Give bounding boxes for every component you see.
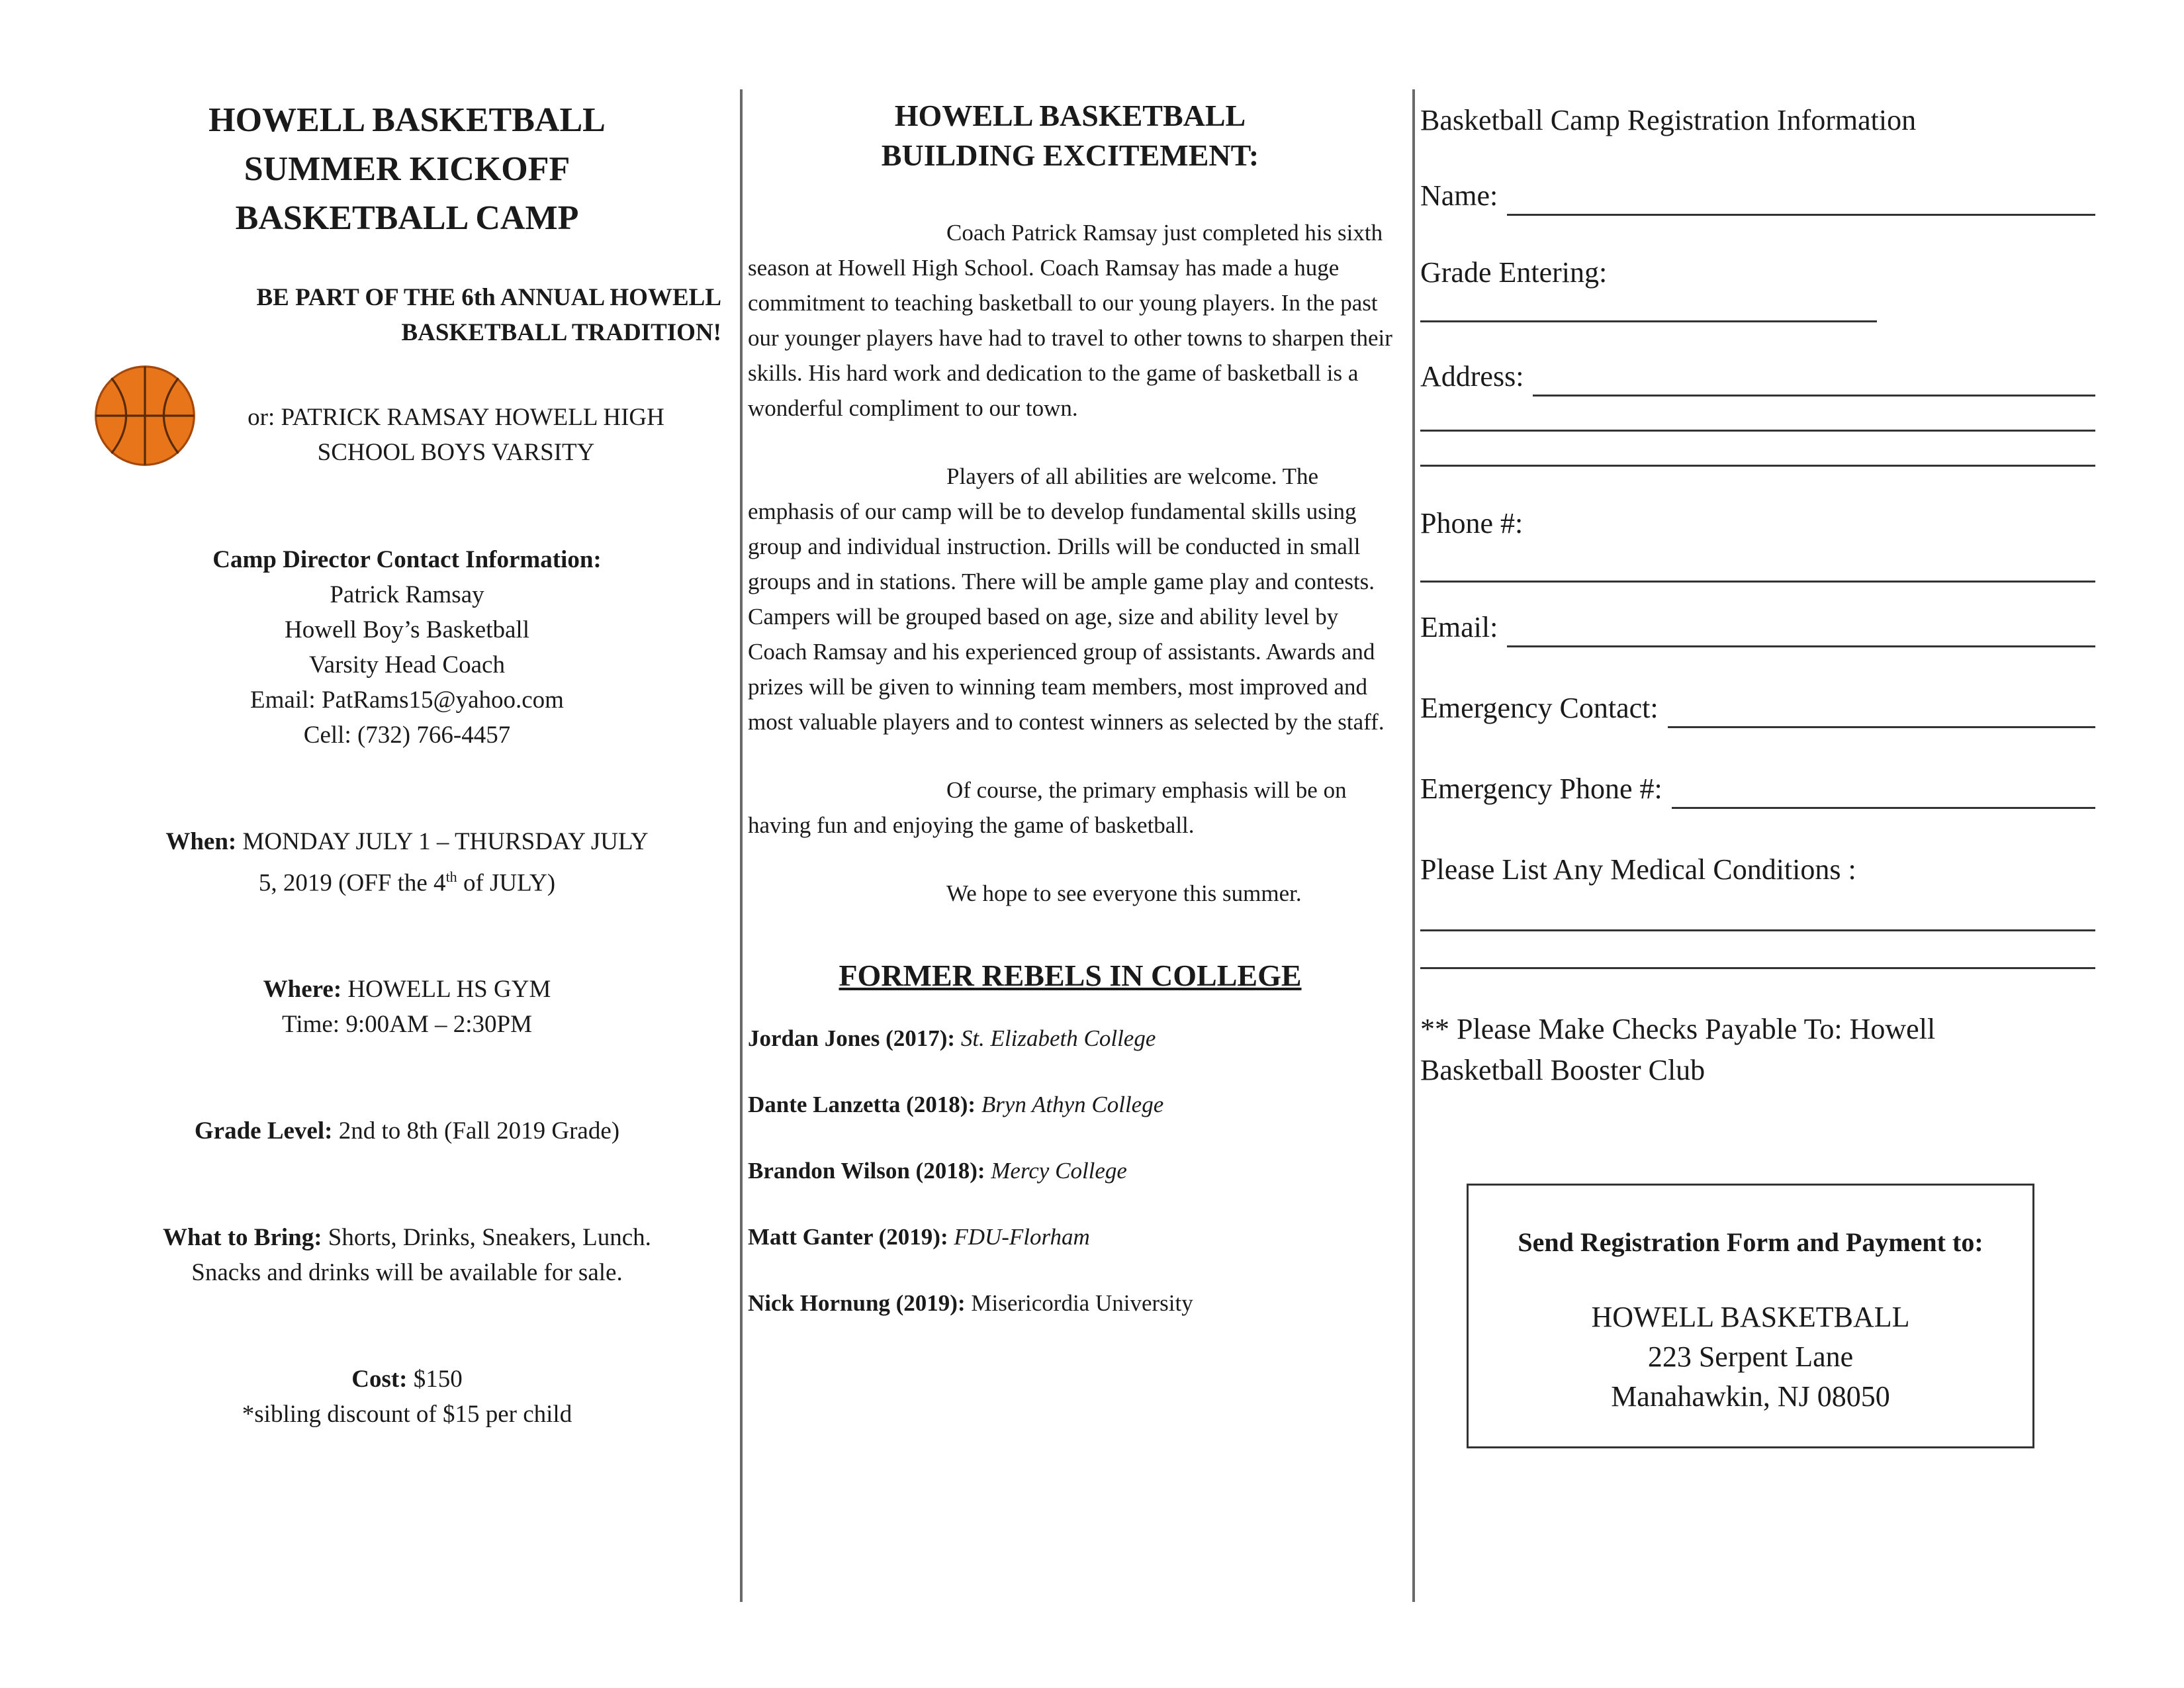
rebel-college: Mercy College [991, 1158, 1127, 1184]
medical-input-line-2[interactable] [1420, 941, 2095, 969]
rebel-college: Misericordia University [971, 1290, 1193, 1316]
where-value: HOWELL HS GYM [347, 976, 551, 1004]
rebel-college: FDU-Florham [954, 1224, 1090, 1250]
rebel-name: Jordan Jones (2017): [748, 1025, 956, 1051]
medical-field-label-row [1420, 850, 2095, 890]
emergency-contact-field [1420, 688, 2095, 728]
address-line: HOWELL BASKETBALL [1591, 1301, 1910, 1333]
name-label: Name: [1420, 179, 1498, 212]
title-line: HOWELL BASKETBALL [894, 99, 1246, 132]
address-label: Address: [1420, 360, 1524, 393]
camp-title [93, 96, 721, 243]
emergency-phone-input-line[interactable] [1672, 778, 2095, 809]
paragraph-text: Coach Patrick Ramsay just completed his sixth season at Howell High School. Coach Ramsay has made a huge commitment to teaching basketball to our young players. In the past our younger players have had to travel to other towns to sharpen their skills. His hard work and dedication to the game of basketball is a wonderful compliment to our town. [748, 220, 1392, 421]
email-input-line[interactable] [1507, 616, 2095, 647]
director-line: SCHOOL BOYS VARSITY [317, 439, 595, 466]
grade-value: 2nd to 8th (Fall 2019 Grade) [338, 1117, 620, 1145]
send-registration-box [1467, 1184, 2034, 1448]
camp-title-line: BASKETBALL CAMP [235, 199, 579, 237]
when-label: When: [165, 828, 237, 855]
rebel-college: Bryn Athyn College [981, 1092, 1164, 1117]
bring-value: Shorts, Drinks, Sneakers, Lunch. [328, 1224, 651, 1252]
contact-email: Email: PatRams15@yahoo.com [250, 686, 564, 714]
when-value-cont: 5, 2019 (OFF the 4 [258, 869, 446, 897]
paragraph-fun [748, 773, 1392, 843]
cost-value: $150 [413, 1366, 463, 1393]
where-label: Where: [263, 976, 342, 1004]
rebel-entry [748, 1022, 1392, 1055]
paragraph-coach [748, 215, 1392, 426]
rebel-name: Dante Lanzetta (2018): [748, 1092, 976, 1117]
address-field [1420, 357, 2095, 397]
paragraph-text: We hope to see everyone this summer. [946, 880, 1302, 906]
title-line: BUILDING EXCITEMENT: [881, 138, 1259, 172]
address-input-line-1[interactable] [1533, 365, 2095, 397]
tradition-tagline [93, 280, 721, 350]
when-value-end: of JULY) [457, 869, 556, 897]
mailing-address [1469, 1297, 2032, 1417]
camp-info-column [93, 96, 721, 1432]
address-input-line-2[interactable] [1420, 403, 2095, 432]
grade-field-label-row [1420, 253, 2095, 293]
registration-column [1420, 99, 2095, 1413]
name-field [1420, 176, 2095, 216]
grade-label: Grade Level: [194, 1117, 333, 1145]
medical-conditions-label: Please List Any Medical Conditions : [1420, 853, 1856, 886]
grade-input-line[interactable] [1420, 294, 1877, 322]
registration-heading: Basketball Camp Registration Information [1420, 104, 1917, 136]
time-value: Time: 9:00AM – 2:30PM [282, 1011, 532, 1039]
email-field [1420, 608, 2095, 647]
tradition-line: BASKETBALL TRADITION! [401, 319, 721, 346]
building-excitement-title [748, 96, 1392, 175]
director-row [93, 363, 721, 469]
rebel-entry [748, 1154, 1392, 1188]
tradition-line: BE PART OF THE 6th ANNUAL HOWELL [256, 284, 721, 311]
rebel-college: St. Elizabeth College [960, 1025, 1156, 1051]
rebel-name: Brandon Wilson (2018): [748, 1158, 985, 1184]
address-line: 223 Serpent Lane [1647, 1340, 1854, 1373]
when-superscript: th [445, 868, 457, 885]
column-divider-right [1412, 89, 1415, 1602]
cost-block [93, 1362, 721, 1432]
paragraph-abilities [748, 459, 1392, 739]
former-rebels-list [748, 1022, 1392, 1320]
bring-label: What to Bring: [163, 1224, 322, 1252]
emergency-phone-label: Emergency Phone #: [1420, 773, 1662, 805]
rebel-name: Matt Ganter (2019): [748, 1224, 948, 1250]
emergency-phone-field [1420, 769, 2095, 809]
basketball-icon [93, 363, 197, 468]
grade-entering-label: Grade Entering: [1420, 256, 1608, 289]
sibling-discount: *sibling discount of $15 per child [242, 1401, 572, 1429]
bring-block [93, 1220, 721, 1290]
rebel-entry [748, 1088, 1392, 1121]
former-rebels-heading: FORMER REBELS IN COLLEGE [839, 959, 1302, 992]
contact-heading: Camp Director Contact Information: [212, 546, 602, 573]
checks-line: Basketball Booster Club [1420, 1054, 1706, 1086]
rebel-entry [748, 1287, 1392, 1320]
cost-label: Cost: [351, 1366, 408, 1393]
contact-line: Patrick Ramsay [330, 581, 484, 608]
bring-note: Snacks and drinks will be available for sale. [191, 1259, 623, 1287]
name-input-line[interactable] [1507, 185, 2095, 216]
address-input-line-3[interactable] [1420, 438, 2095, 467]
director-line: or: PATRICK RAMSAY HOWELL HIGH [248, 404, 664, 431]
paragraph-summer [748, 876, 1392, 911]
checks-payable-note [1420, 1009, 2095, 1091]
grade-block [93, 1113, 721, 1149]
paragraph-text: Players of all abilities are welcome. The emphasis of our camp will be to develop fundamental skills using group and individual instruction. Drills will be conducted in small groups and in stations. There will be ample game play and contests. Campers will be grouped based on age, size and ability level by Coach Ramsay and his experienced group of assistants. Awards and prizes will be given to winning team members, most improved and most valuable players and to contest winners as selected by the staff. [748, 463, 1385, 735]
checks-line: ** Please Make Checks Payable To: Howell [1420, 1013, 1936, 1045]
column-divider-left [740, 89, 743, 1602]
rebel-name: Nick Hornung (2019): [748, 1290, 966, 1316]
contact-info-block [93, 542, 721, 753]
phone-input-line[interactable] [1420, 554, 2095, 583]
medical-input-line-1[interactable] [1420, 903, 2095, 931]
emergency-contact-input-line[interactable] [1668, 697, 2095, 728]
rebel-entry [748, 1221, 1392, 1254]
email-label: Email: [1420, 611, 1498, 643]
phone-field-label-row [1420, 504, 2095, 543]
address-line: Manahawkin, NJ 08050 [1611, 1380, 1890, 1413]
about-column [748, 96, 1392, 1320]
where-block [93, 972, 721, 1042]
send-heading: Send Registration Form and Payment to: [1518, 1227, 1983, 1257]
director-title [191, 400, 721, 470]
when-value: MONDAY JULY 1 – THURSDAY JULY [242, 828, 649, 855]
camp-title-line: SUMMER KICKOFF [244, 150, 570, 188]
camp-title-line: HOWELL BASKETBALL [208, 101, 606, 139]
contact-cell: Cell: (732) 766-4457 [303, 722, 511, 749]
when-block [93, 824, 721, 900]
phone-label: Phone #: [1420, 507, 1524, 539]
contact-line: Varsity Head Coach [309, 651, 505, 679]
contact-line: Howell Boy’s Basketball [285, 616, 529, 643]
paragraph-text: Of course, the primary emphasis will be on having fun and enjoying the game of basketball. [748, 777, 1347, 838]
emergency-contact-label: Emergency Contact: [1420, 692, 1659, 724]
